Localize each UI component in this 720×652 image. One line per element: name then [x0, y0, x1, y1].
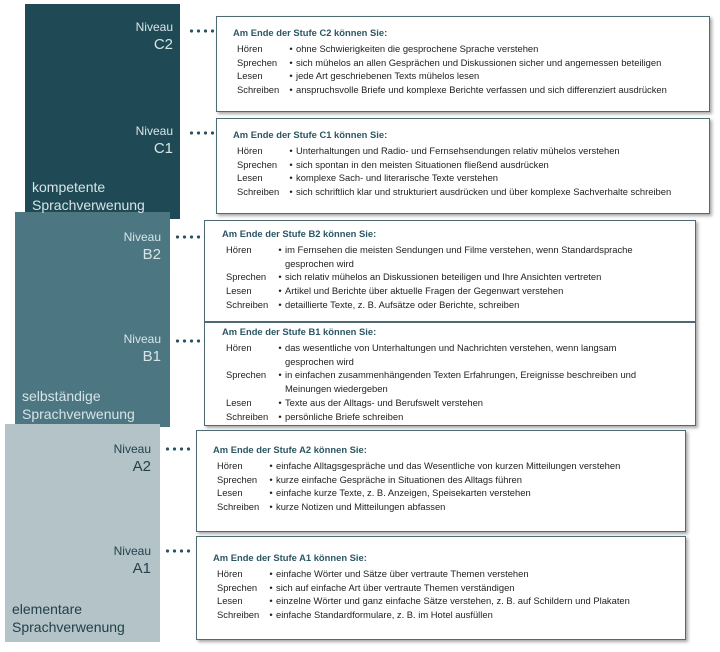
skill-label: Sprechen [237, 158, 278, 170]
skill-row-schreiben [222, 298, 687, 312]
skill-label: Lesen [237, 172, 263, 184]
skill-label: Hören [237, 42, 263, 54]
bullet: • [289, 84, 293, 96]
skill-description: anspruchsvolle Briefe und komplexe Berichte verfassen und sich differenziert ausdrücken [296, 84, 667, 96]
skill-label: Schreiben [237, 84, 280, 96]
skill-row-hoeren [213, 459, 677, 473]
skill-row-lesen [233, 69, 701, 83]
connector-c1 [188, 131, 215, 135]
skill-label: Schreiben [226, 410, 269, 422]
box-title: Am Ende der Stufe B2 können Sie: [222, 228, 377, 239]
skill-description: sich auf einfache Art über vertraute Themen verständigen [276, 581, 515, 593]
box-title: Am Ende der Stufe A1 können Sie: [213, 552, 367, 563]
skill-row-lesen [222, 284, 687, 298]
skill-label: Schreiben [237, 186, 280, 198]
bullet: • [269, 487, 273, 499]
bullet: • [269, 567, 273, 579]
level-label-a1: Niveau A1 [113, 544, 151, 577]
skill-label: Lesen [217, 487, 243, 499]
skill-row-schreiben [213, 500, 677, 514]
skill-description: jede Art geschriebenen Texts mühelos lesen [296, 70, 480, 82]
skill-description: kurze einfache Gespräche in Situationen des Alltags führen [276, 473, 522, 485]
skill-row-sprechen [222, 368, 687, 396]
skill-row-schreiben [233, 185, 701, 199]
skill-label: Lesen [226, 396, 252, 408]
skill-label: Lesen [237, 70, 263, 82]
skill-row-lesen [213, 594, 677, 608]
level-label-c2: Niveau C2 [135, 20, 173, 53]
level-label-b2: Niveau B2 [123, 230, 161, 263]
skill-row-lesen [213, 486, 677, 500]
level-box-a2 [196, 430, 686, 532]
skill-label: Hören [217, 567, 243, 579]
bullet: • [289, 56, 293, 68]
skill-label: Hören [226, 243, 252, 255]
bullet: • [278, 243, 282, 255]
skill-description: ohne Schwierigkeiten die gesprochene Sprache verstehen [296, 42, 539, 54]
skill-description: sich spontan in den meisten Situationen fließend ausdrücken [296, 158, 549, 170]
skill-label: Sprechen [226, 271, 267, 283]
bullet: • [269, 459, 273, 471]
skill-description: einfache Wörter und Sätze über vertraute Themen verstehen [276, 567, 529, 579]
bullet: • [269, 581, 273, 593]
connector-c2 [188, 29, 215, 33]
skill-row-schreiben [213, 608, 677, 622]
level-box-b1 [204, 322, 696, 426]
skill-description: das wesentliche von Unterhaltungen und Nachrichten verstehen, wenn langsam gesprochen wird [285, 341, 617, 367]
skill-row-hoeren [233, 42, 701, 56]
skill-row-hoeren [233, 144, 701, 158]
skill-label: Sprechen [217, 581, 258, 593]
skill-label: Sprechen [226, 369, 267, 381]
box-title: Am Ende der Stufe C2 können Sie: [233, 27, 388, 38]
skill-label: Schreiben [226, 298, 269, 310]
box-title: Am Ende der Stufe B1 können Sie: [222, 326, 377, 337]
bullet: • [289, 42, 293, 54]
level-box-c1 [216, 118, 710, 214]
skill-description: komplexe Sach- und literarische Texte verstehen [296, 172, 499, 184]
bullet: • [278, 396, 282, 408]
skill-label: Schreiben [217, 609, 260, 621]
band-title-independent: selbständige Sprachverwenung [22, 388, 135, 422]
skill-description: sich mühelos an allen Gesprächen und Diskussionen sicher und angemessen beteiligen [296, 56, 662, 68]
level-box-a1 [196, 536, 686, 640]
skill-label: Lesen [217, 595, 243, 607]
bullet: • [289, 144, 293, 156]
skill-row-sprechen [213, 473, 677, 487]
bullet: • [278, 410, 282, 422]
skill-row-hoeren [213, 567, 677, 581]
skill-row-sprechen [233, 158, 701, 172]
skill-description: einfache kurze Texte, z. B. Anzeigen, Speisekarten verstehen [276, 487, 531, 499]
band-title-competent: kompetente Sprachverwenung [32, 179, 145, 213]
skill-description: in einfachen zusammenhängenden Texten Erfahrungen, Ereignisse beschreiben und Meinungen wiedergeben [285, 369, 637, 395]
skill-row-hoeren [222, 243, 687, 271]
skill-row-sprechen [233, 56, 701, 70]
bullet: • [269, 473, 273, 485]
connector-a1 [164, 549, 194, 553]
skill-row-hoeren [222, 341, 687, 369]
bullet: • [278, 298, 282, 310]
skill-description: Artikel und Berichte über aktuelle Fragen der Gegenwart verstehen [285, 285, 564, 297]
skill-label: Hören [237, 144, 263, 156]
skill-description: einzelne Wörter und ganz einfache Sätze verstehen, z. B. auf Schildern und Plakaten [276, 595, 630, 607]
bullet: • [289, 158, 293, 170]
skill-label: Sprechen [237, 56, 278, 68]
skill-description: sich schriftlich klar und strukturiert ausdrücken und über komplexe Sachverhalte schreiben [296, 186, 672, 198]
level-box-b2 [204, 220, 696, 322]
bullet: • [278, 369, 282, 381]
bullet: • [278, 285, 282, 297]
bullet: • [269, 501, 273, 513]
connector-a2 [164, 447, 194, 451]
level-label-b1: Niveau B1 [123, 332, 161, 365]
skill-description: persönliche Briefe schreiben [285, 410, 404, 422]
skill-description: detaillierte Texte, z. B. Aufsätze oder Berichte, schreiben [285, 298, 520, 310]
box-title: Am Ende der Stufe A2 können Sie: [213, 444, 367, 455]
connector-b2 [174, 235, 204, 239]
bullet: • [289, 186, 293, 198]
skill-label: Hören [217, 459, 243, 471]
bullet: • [278, 271, 282, 283]
band-title-elementary: elementare Sprachverwenung [12, 601, 125, 635]
bullet: • [278, 341, 282, 353]
skill-label: Hören [226, 341, 252, 353]
bullet: • [289, 172, 293, 184]
skill-description: im Fernsehen die meisten Sendungen und Filme verstehen, wenn Standardsprache gesprochen wird [285, 243, 633, 269]
skill-description: sich relativ mühelos an Diskussionen beteiligen und Ihre Ansichten vertreten [285, 271, 602, 283]
skill-description: einfache Alltagsgespräche und das Wesentliche von kurzen Mitteilungen verstehen [276, 459, 621, 471]
level-label-c1: Niveau C1 [135, 124, 173, 157]
box-title: Am Ende der Stufe C1 können Sie: [233, 129, 388, 140]
skill-row-schreiben [233, 83, 701, 97]
skill-label: Lesen [226, 285, 252, 297]
skill-row-sprechen [213, 581, 677, 595]
skill-row-sprechen [222, 270, 687, 284]
skill-label: Schreiben [217, 501, 260, 513]
skill-description: Unterhaltungen und Radio- und Fernsehsendungen relativ mühelos verstehen [296, 144, 620, 156]
bullet: • [269, 595, 273, 607]
skill-row-schreiben [222, 410, 687, 424]
skill-label: Sprechen [217, 473, 258, 485]
skill-description: Texte aus der Alltags- und Berufswelt verstehen [285, 396, 484, 408]
bullet: • [269, 609, 273, 621]
level-label-a2: Niveau A2 [113, 442, 151, 475]
connector-b1 [174, 339, 204, 343]
level-box-c2 [216, 16, 710, 112]
skill-description: kurze Notizen und Mitteilungen abfassen [276, 501, 446, 513]
skill-row-lesen [222, 396, 687, 410]
skill-description: einfache Standardformulare, z. B. im Hotel ausfüllen [276, 609, 493, 621]
skill-row-lesen [233, 171, 701, 185]
bullet: • [289, 70, 293, 82]
